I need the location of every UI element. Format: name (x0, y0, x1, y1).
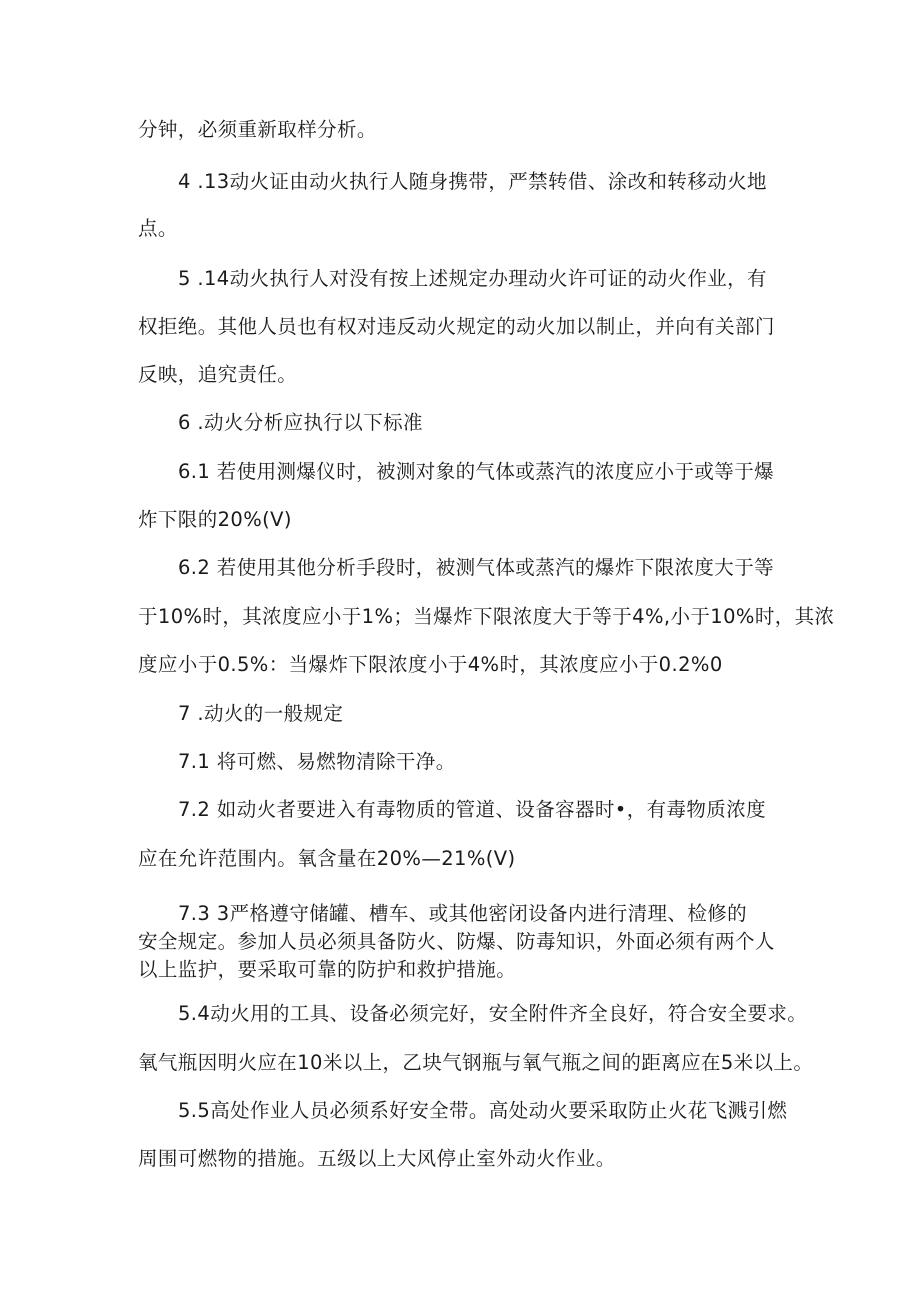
text-line-section-6-heading: 6 .动火分析应执行以下标准 (178, 411, 423, 434)
text-line-continuation: 分钟，必须重新取样分析。 (138, 118, 377, 141)
text-line-item-7-2-cont: 应在允许范围内。氧含量在20%—21%(V) (138, 847, 516, 870)
text-line-item-7-2: 7.2 如动火者要进入有毒物质的管道、设备容器时•，有毒物质浓度 (178, 798, 767, 821)
text-line-item-6-1: 6.1 若使用测爆仪时，被测对象的气体或蒸汽的浓度应小于或等于爆 (178, 460, 775, 483)
text-line-item-6-2-cont-1: 于10%时，其浓度应小于1%；当爆炸下限浓度大于等于4%,小于10%时，其浓 (138, 605, 835, 628)
text-line-item-4-13-cont: 点。 (138, 217, 178, 240)
text-line-item-4-13: 4 .13动火证由动火执行人随身携带，严禁转借、涂改和转移动火地 (178, 170, 767, 193)
text-line-item-5-14-cont-2: 反映，追究责任。 (138, 363, 298, 386)
text-line-item-6-2-cont-2: 度应小于0.5%：当爆炸下限浓度小于4%时，其浓度应小于0.2%0 (138, 653, 723, 676)
text-line-item-5-14: 5 .14动火执行人对没有按上述规定办理动火许可证的动火作业，有 (178, 267, 767, 290)
text-line-item-5-14-cont-1: 权拒绝。其他人员也有权对违反动火规定的动火加以制止，并向有关部门 (138, 315, 775, 338)
text-line-item-5-4-cont: 氧气瓶因明火应在10米以上，乙块气钢瓶与氧气瓶之间的距离应在5米以上。 (138, 1051, 814, 1074)
text-line-item-7-3-cont-2: 以上监护，要采取可靠的防护和救护措施。 (138, 958, 517, 981)
text-line-item-5-5: 5.5高处作业人员必须系好安全带。高处动火要采取防止火花飞溅引燃 (178, 1099, 788, 1122)
text-line-item-7-1: 7.1 将可燃、易燃物清除干净。 (178, 750, 456, 773)
text-line-item-7-3: 7.3 3严格遵守储罐、槽车、或其他密闭设备内进行清理、检修的 (178, 902, 748, 925)
text-line-item-6-1-cont: 炸下限的20%(V) (138, 508, 292, 531)
text-line-item-5-4: 5.4动火用的工具、设备必须完好，安全附件齐全良好，符合安全要求。 (178, 1002, 808, 1025)
text-line-item-6-2: 6.2 若使用其他分析手段时，被测气体或蒸汽的爆炸下限浓度大于等 (178, 556, 775, 579)
text-line-section-7-heading: 7 .动火的一般规定 (178, 702, 344, 725)
text-line-item-5-5-cont: 周围可燃物的措施。五级以上大风停止室外动火作业。 (138, 1147, 616, 1170)
text-line-item-7-3-cont-1: 安全规定。参加人员必须具备防火、防爆、防毒知识，外面必须有两个人 (138, 930, 775, 953)
